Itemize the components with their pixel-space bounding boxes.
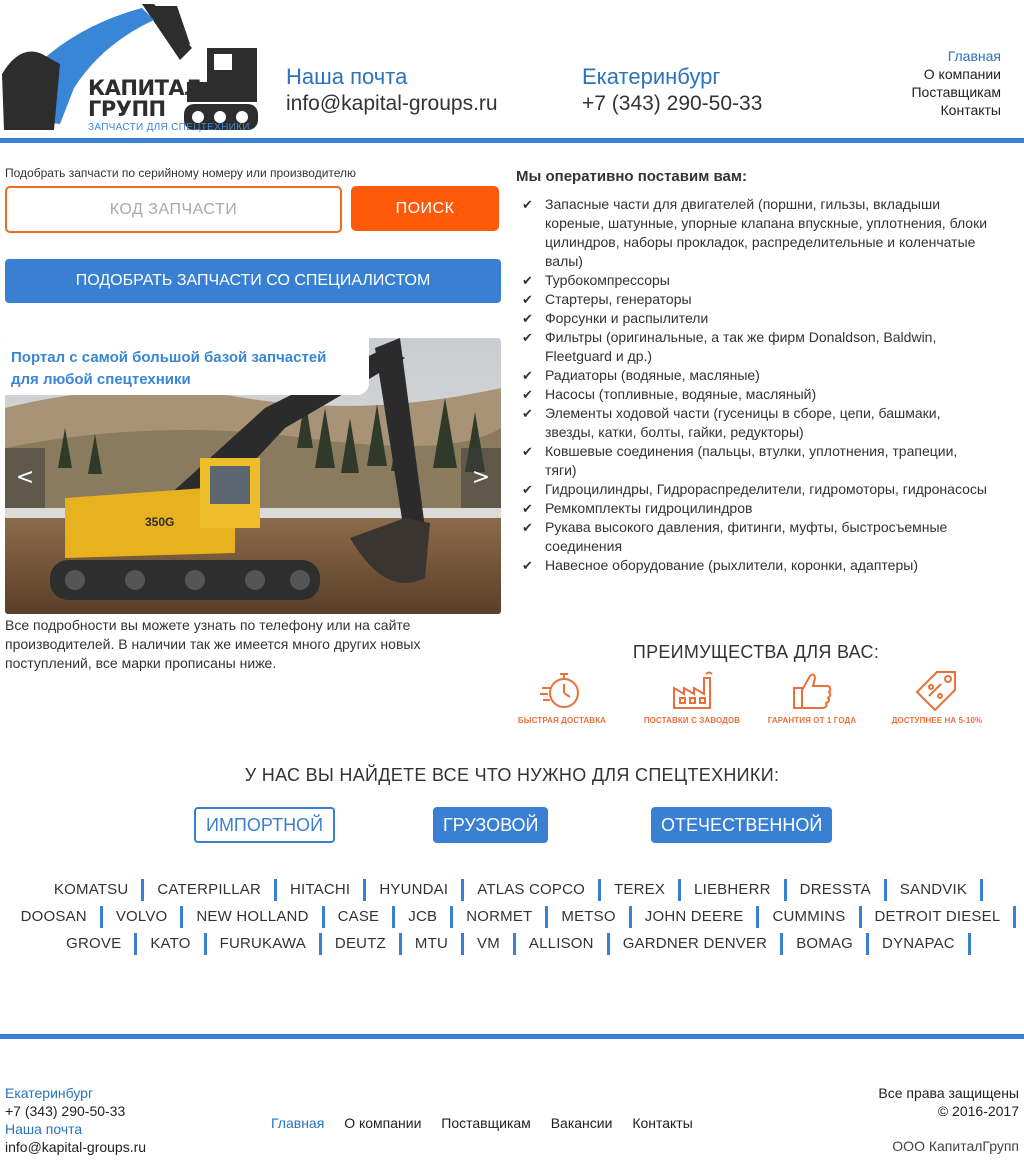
mail-title: Наша почта — [286, 64, 408, 89]
brand-row — [0, 876, 1024, 903]
advantage-factory — [627, 668, 757, 725]
brand-link[interactable]: ATLAS COPCO — [464, 879, 601, 901]
supply-item-text: Элементы ходовой части (гусеницы в сборе, цепи, башмаки, звезды, катки, болты, гайки, редукторы) — [545, 405, 941, 440]
logo-subtitle: ЗАПЧАСТИ ДЛЯ СПЕЦТЕХНИКИ — [88, 122, 250, 133]
brand-link[interactable]: HITACHI — [277, 879, 366, 901]
footer-phone[interactable]: +7 (343) 290-50-33 — [5, 1103, 126, 1119]
nav-contacts[interactable]: Контакты — [940, 102, 1001, 118]
check-icon: ✔ — [522, 558, 533, 573]
check-icon: ✔ — [522, 501, 533, 516]
brand-link[interactable]: METSO — [548, 906, 631, 928]
brand-link[interactable]: DRESSTA — [787, 879, 887, 901]
advantage-label: ГАРАНТИЯ ОТ 1 ГОДА — [767, 716, 857, 725]
nav-about[interactable]: О компании — [923, 66, 1001, 82]
domestic-category-button[interactable]: ОТЕЧЕСТВЕННОЙ — [651, 807, 832, 843]
advantage-label: ДОСТУПНЕЕ НА 5-10% — [891, 716, 983, 725]
check-icon: ✔ — [522, 368, 533, 383]
slide-caption-line-1: Портал с самой большой базой запчастей — [11, 349, 327, 366]
categories-title: У НАС ВЫ НАЙДЕТЕ ВСЕ ЧТО НУЖНО ДЛЯ СПЕЦТЕХНИКИ: — [244, 765, 780, 785]
brand-link[interactable]: HYUNDAI — [366, 879, 464, 901]
logo[interactable] — [2, 4, 258, 134]
footer-contacts — [5, 1084, 146, 1156]
check-icon: ✔ — [522, 520, 533, 535]
banner-slider — [5, 338, 501, 614]
company-name: ООО КапиталГрупп — [892, 1138, 1019, 1154]
advantage-price — [872, 668, 1002, 725]
brand-link[interactable]: VOLVO — [103, 906, 184, 928]
advantage-fast-delivery — [497, 668, 627, 725]
supply-item-text: Форсунки и распылители — [545, 310, 709, 326]
brand-link[interactable]: NORMET — [453, 906, 548, 928]
supply-item — [522, 271, 992, 290]
supply-item-text: Запасные части для двигателей (поршни, гильзы, вкладыши кореные, шатунные, упорные клапана впускные, уплотнения, блоки цилиндров, наборы прокладок, распределительные и коленчатые валы) — [545, 196, 988, 269]
nav-home[interactable]: Главная — [947, 48, 1001, 64]
check-icon: ✔ — [522, 273, 533, 288]
logo-line-2: ГРУПП — [88, 97, 166, 121]
supply-item — [522, 290, 992, 309]
footer-nav-contacts[interactable]: Контакты — [632, 1115, 693, 1131]
footer-city: Екатеринбург — [5, 1085, 94, 1101]
brand-link[interactable]: NEW HOLLAND — [183, 906, 324, 928]
check-icon: ✔ — [522, 311, 533, 326]
phone-value[interactable]: +7 (343) 290-50-33 — [582, 92, 763, 115]
stopwatch-icon — [540, 668, 584, 712]
supply-item-text: Ковшевые соединения (пальцы, втулки, уплотнения, трапеции, тяги) — [545, 443, 958, 478]
footer-nav-home[interactable]: Главная — [271, 1115, 325, 1131]
brand-link[interactable]: FURUKAWA — [207, 933, 322, 955]
brand-link[interactable]: GROVE — [53, 933, 137, 955]
supply-list — [522, 195, 992, 575]
brand-link[interactable]: BOMAG — [783, 933, 869, 955]
info-paragraph: Все подробности вы можете узнать по телефону или на сайте производителей. В наличии так же имеется много других новых поступлений, все марки прописаны ниже. — [5, 617, 421, 671]
supply-item — [522, 328, 992, 366]
supply-item — [522, 385, 992, 404]
footer-nav-about[interactable]: О компании — [344, 1115, 422, 1131]
brand-link[interactable]: CUMMINS — [759, 906, 861, 928]
supply-item-text: Рукава высокого давления, фитинги, муфты, быстросъемные соединения — [545, 519, 948, 554]
slide-caption — [5, 338, 369, 395]
check-icon: ✔ — [522, 406, 533, 421]
supply-item — [522, 366, 992, 385]
search-label: Подобрать запчасти по серийному номеру или производителю — [5, 166, 357, 180]
nav-suppliers[interactable]: Поставщикам — [911, 84, 1001, 100]
brand-link[interactable]: CASE — [325, 906, 396, 928]
check-icon: ✔ — [522, 444, 533, 459]
check-icon: ✔ — [522, 292, 533, 307]
brand-link[interactable]: DOOSAN — [8, 906, 103, 928]
footer-rights — [878, 1084, 1019, 1120]
slider-prev-button[interactable]: < — [5, 448, 45, 508]
factory-icon — [670, 668, 714, 712]
search-button[interactable]: ПОИСК — [351, 186, 499, 231]
price-tag-icon — [915, 668, 959, 712]
brand-link[interactable]: SANDVIK — [887, 879, 983, 901]
supply-item — [522, 404, 992, 442]
check-icon: ✔ — [522, 482, 533, 497]
import-category-button[interactable]: ИМПОРТНОЙ — [194, 807, 335, 843]
brand-link[interactable]: CATERPILLAR — [144, 879, 277, 901]
truck-category-button[interactable]: ГРУЗОВОЙ — [433, 807, 548, 843]
brand-link[interactable]: DYNAPAC — [869, 933, 971, 955]
advantage-label: ПОСТАВКИ С ЗАВОДОВ — [643, 716, 741, 725]
supply-item — [522, 556, 992, 575]
supply-item — [522, 499, 992, 518]
brand-link[interactable]: JOHN DEERE — [632, 906, 760, 928]
supply-item — [522, 309, 992, 328]
advantage-label: БЫСТРАЯ ДОСТАВКА — [517, 716, 607, 725]
mail-value[interactable]: info@kapital-groups.ru — [286, 92, 498, 115]
brand-link[interactable]: MTU — [402, 933, 464, 955]
brand-link[interactable]: GARDNER DENVER — [610, 933, 784, 955]
rights-text: Все права защищены — [878, 1085, 1019, 1101]
brand-link[interactable]: DEUTZ — [322, 933, 402, 955]
brand-list — [0, 876, 1024, 957]
supply-item — [522, 480, 992, 499]
machine-label: 350G — [145, 515, 175, 529]
supply-item-text: Турбокомпрессоры — [545, 272, 670, 288]
footer-nav — [271, 1115, 709, 1131]
supply-item — [522, 518, 992, 556]
thumbs-up-icon — [790, 668, 834, 712]
supply-item-text: Радиаторы (водяные, масляные) — [545, 367, 760, 383]
brand-link[interactable]: LIEBHERR — [681, 879, 787, 901]
footer-nav-suppliers[interactable]: Поставщикам — [441, 1115, 531, 1131]
part-code-input[interactable] — [5, 186, 342, 233]
check-icon: ✔ — [522, 330, 533, 345]
brand-link[interactable]: JCB — [395, 906, 453, 928]
advantage-warranty — [747, 668, 877, 725]
site-header — [0, 0, 1024, 138]
footer-mail-title: Наша почта — [5, 1121, 83, 1137]
advantages-title: ПРЕИМУЩЕСТВА ДЛЯ ВАС: — [632, 642, 880, 662]
brand-link[interactable]: TEREX — [601, 879, 681, 901]
supply-item-text: Фильтры (оригинальные, а так же фирм Donaldson, Baldwin, Fleetguard и др.) — [545, 329, 937, 364]
brand-link[interactable]: KOMATSU — [41, 879, 144, 901]
supply-item — [522, 442, 992, 480]
header-mail — [286, 64, 498, 118]
supply-title: Мы оперативно поставим вам: — [516, 168, 747, 185]
slider-next-button[interactable]: > — [461, 448, 501, 508]
brand-link[interactable]: VM — [464, 933, 516, 955]
brand-row — [0, 930, 1024, 957]
brand-link[interactable]: KATO — [137, 933, 206, 955]
supply-item-text: Насосы (топливные, водяные, масляный) — [545, 386, 817, 402]
logo-line-1: КАПИТАЛ — [88, 76, 202, 100]
specialist-button[interactable]: ПОДОБРАТЬ ЗАПЧАСТИ СО СПЕЦИАЛИСТОМ — [5, 259, 501, 303]
footer-nav-vacancies[interactable]: Вакансии — [550, 1115, 613, 1131]
check-icon: ✔ — [522, 197, 533, 212]
header-city — [582, 64, 762, 118]
brand-link[interactable]: DETROIT DIESEL — [862, 906, 1017, 928]
brand-row — [0, 903, 1024, 930]
supply-item-text: Ремкомплекты гидроцилиндров — [545, 500, 753, 516]
check-icon: ✔ — [522, 387, 533, 402]
copyright-years: © 2016-2017 — [937, 1103, 1019, 1119]
top-nav — [911, 47, 1001, 119]
supply-item — [522, 195, 992, 271]
supply-item-text: Стартеры, генераторы — [545, 291, 692, 307]
slide-caption-line-2: для любой спецтехники — [11, 371, 191, 388]
brand-link[interactable]: ALLISON — [516, 933, 610, 955]
footer-mail[interactable]: info@kapital-groups.ru — [5, 1139, 147, 1155]
supply-item-text: Гидроцилиндры, Гидрораспределители, гидромоторы, гидронасосы — [545, 481, 987, 497]
supply-item-text: Навесное оборудование (рыхлители, коронки, адаптеры) — [545, 557, 918, 573]
city-title: Екатеринбург — [582, 64, 721, 89]
footer-divider — [0, 1034, 1024, 1039]
header-divider — [0, 138, 1024, 143]
